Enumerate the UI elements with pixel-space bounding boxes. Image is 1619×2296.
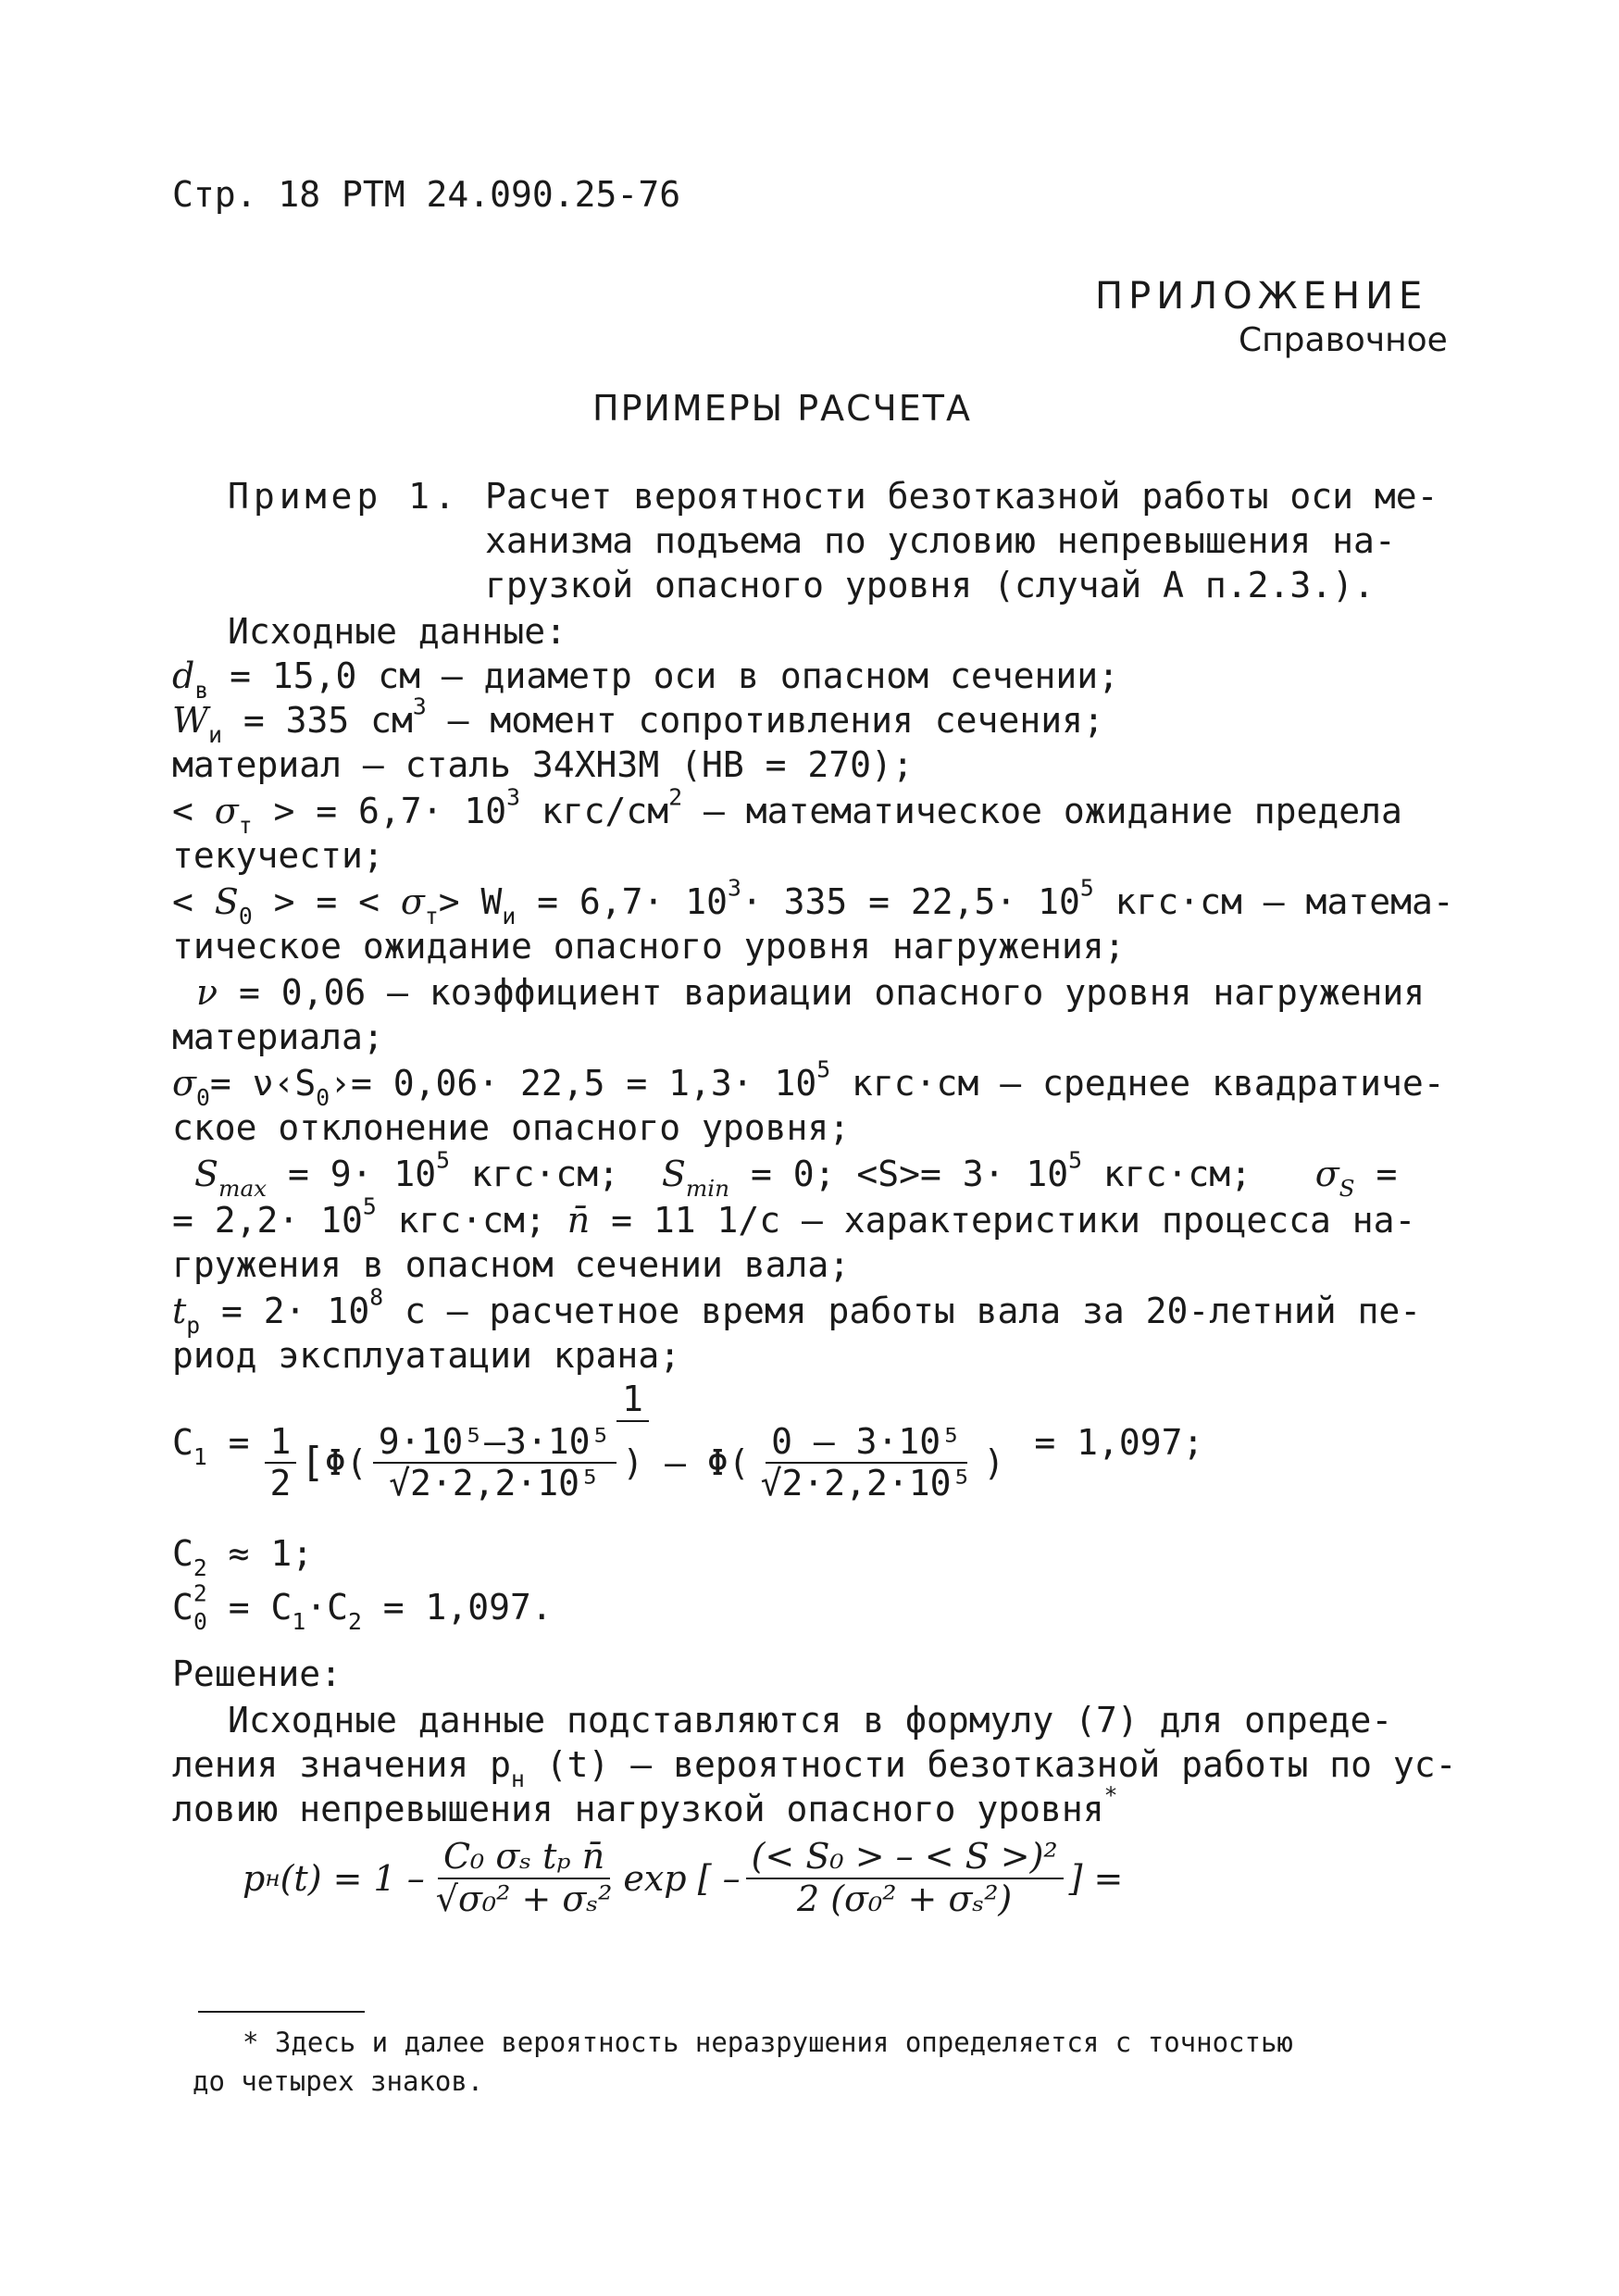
solution-line-1: Исходные данные подставляются в формулу (7) для опреде- [228, 1700, 1393, 1741]
input-sigma0: $\sigma_0=$ $\nu‹S_0›= 0,06\cdot 22,5 = 1,3\cdot 10^5$ кгс·см – среднее квадратиче- [172, 1055, 1445, 1112]
appendix-label: ПРИЛОЖЕНИЕ [1095, 275, 1428, 318]
formula-c1: $C_1$ = 1 $\frac{1}{2}$ [ Φ( $\frac{\text{9·10⁵–3·10⁵}}{\text{√2·2,2·10⁵}}$ ) – Φ( $\frac{\text{0 – 3·10⁵}}{\text{√2·2,2·10⁵}}$ ) = 1,097; [172, 1379, 1204, 1504]
input-time: $t_р = 2\cdot 10^8$ с – расчетное время работы вала за 20-летний пе- [172, 1283, 1422, 1340]
example-title-line-3: грузкой опасного уровня (случай А п.2.3.). [485, 565, 1375, 605]
footnote-line-2: до четырех знаков. [193, 2065, 484, 2097]
input-process-cont: гружения в опасном сечении вала; [172, 1244, 851, 1285]
input-yield-cont: текучести; [172, 835, 384, 876]
section-title: ПРИМЕРЫ РАСЧЕТА [592, 388, 972, 429]
input-nu: ν = 0,06 – коэффициент вариации опасного уровня нагружения [196, 972, 1426, 1013]
solution-line-2: ления значения $p_н$ (t) – вероятности безотказной работы по ус- [172, 1744, 1457, 1793]
appendix-type: Справочное [1239, 321, 1448, 359]
formula-c0: $C^2_0 = C_1\cdot C_2 = 1,097$. [172, 1579, 553, 1636]
solution-line-3: ловию непревышения нагрузкой опасного уровня* [172, 1781, 1118, 1829]
example-label: Пример 1. [228, 476, 460, 517]
input-time-cont: риод эксплуатации крана; [172, 1335, 681, 1376]
input-sigma0-cont: ское отклонение опасного уровня; [172, 1107, 851, 1148]
input-section-modulus: $W_и = 335$ $см^3$ – момент сопротивления сечения; [172, 693, 1104, 749]
solution-heading: Решение: [172, 1653, 342, 1694]
input-yield-expectation: < $\sigma_т$ > = $6,7\cdot 10^3$ кгс/$см^2$ – математическое ожидание предела [172, 783, 1402, 840]
page-header: Стр. 18 РТМ 24.090.25-76 [172, 174, 681, 215]
example-title-line-1: Расчет вероятности безотказной работы оси ме- [485, 476, 1438, 517]
input-process-1: $S_{max} = 9\cdot 10^5$ кгс·см; $S_{min} = 0$; $<S>= 3\cdot 10^5$ кгс·см; $\sigma_S$ = [194, 1146, 1398, 1203]
input-s0-cont: тическое ожидание опасного уровня нагружения; [172, 926, 1126, 967]
input-diameter: $d_в = 15,0$ см – диаметр оси в опасном сечении; [172, 655, 1119, 705]
footnote-rule [198, 2011, 365, 2013]
input-heading: Исходные данные: [228, 611, 567, 652]
formula-c2: $C_2 \approx 1$; [172, 1533, 314, 1582]
formula-ph: p н (t) = 1 – $\frac{\text{C₀ σₛ tₚ n̄}}{\text{√σ₀² + σₛ²}}$ exp [ – $\frac{\text{(< S₀ > – < S >)²}}{\text{2 (σ₀² + σₛ²)}}$ ] = [243, 1836, 1124, 1919]
input-process-2: = $2,2\cdot 10^5$ кгс·см; n̄ = 11 1/с – характеристики процесса на- [172, 1192, 1416, 1241]
input-s0: < $S_0$ > = < $\sigma_т> W_и = 6,7\cdot 10^3\cdot 335 = 22,5\cdot 10^5$ кгс·см – матема- [172, 874, 1454, 930]
footnote-line-1: * Здесь и далее вероятность неразрушения определяется с точностью [243, 2027, 1293, 2058]
input-material: материал – сталь 34ХН3М (НВ = 270); [172, 744, 914, 785]
example-title-line-2: ханизма подъема по условию непревышения на- [485, 520, 1396, 561]
input-nu-cont: материала; [172, 1017, 384, 1057]
